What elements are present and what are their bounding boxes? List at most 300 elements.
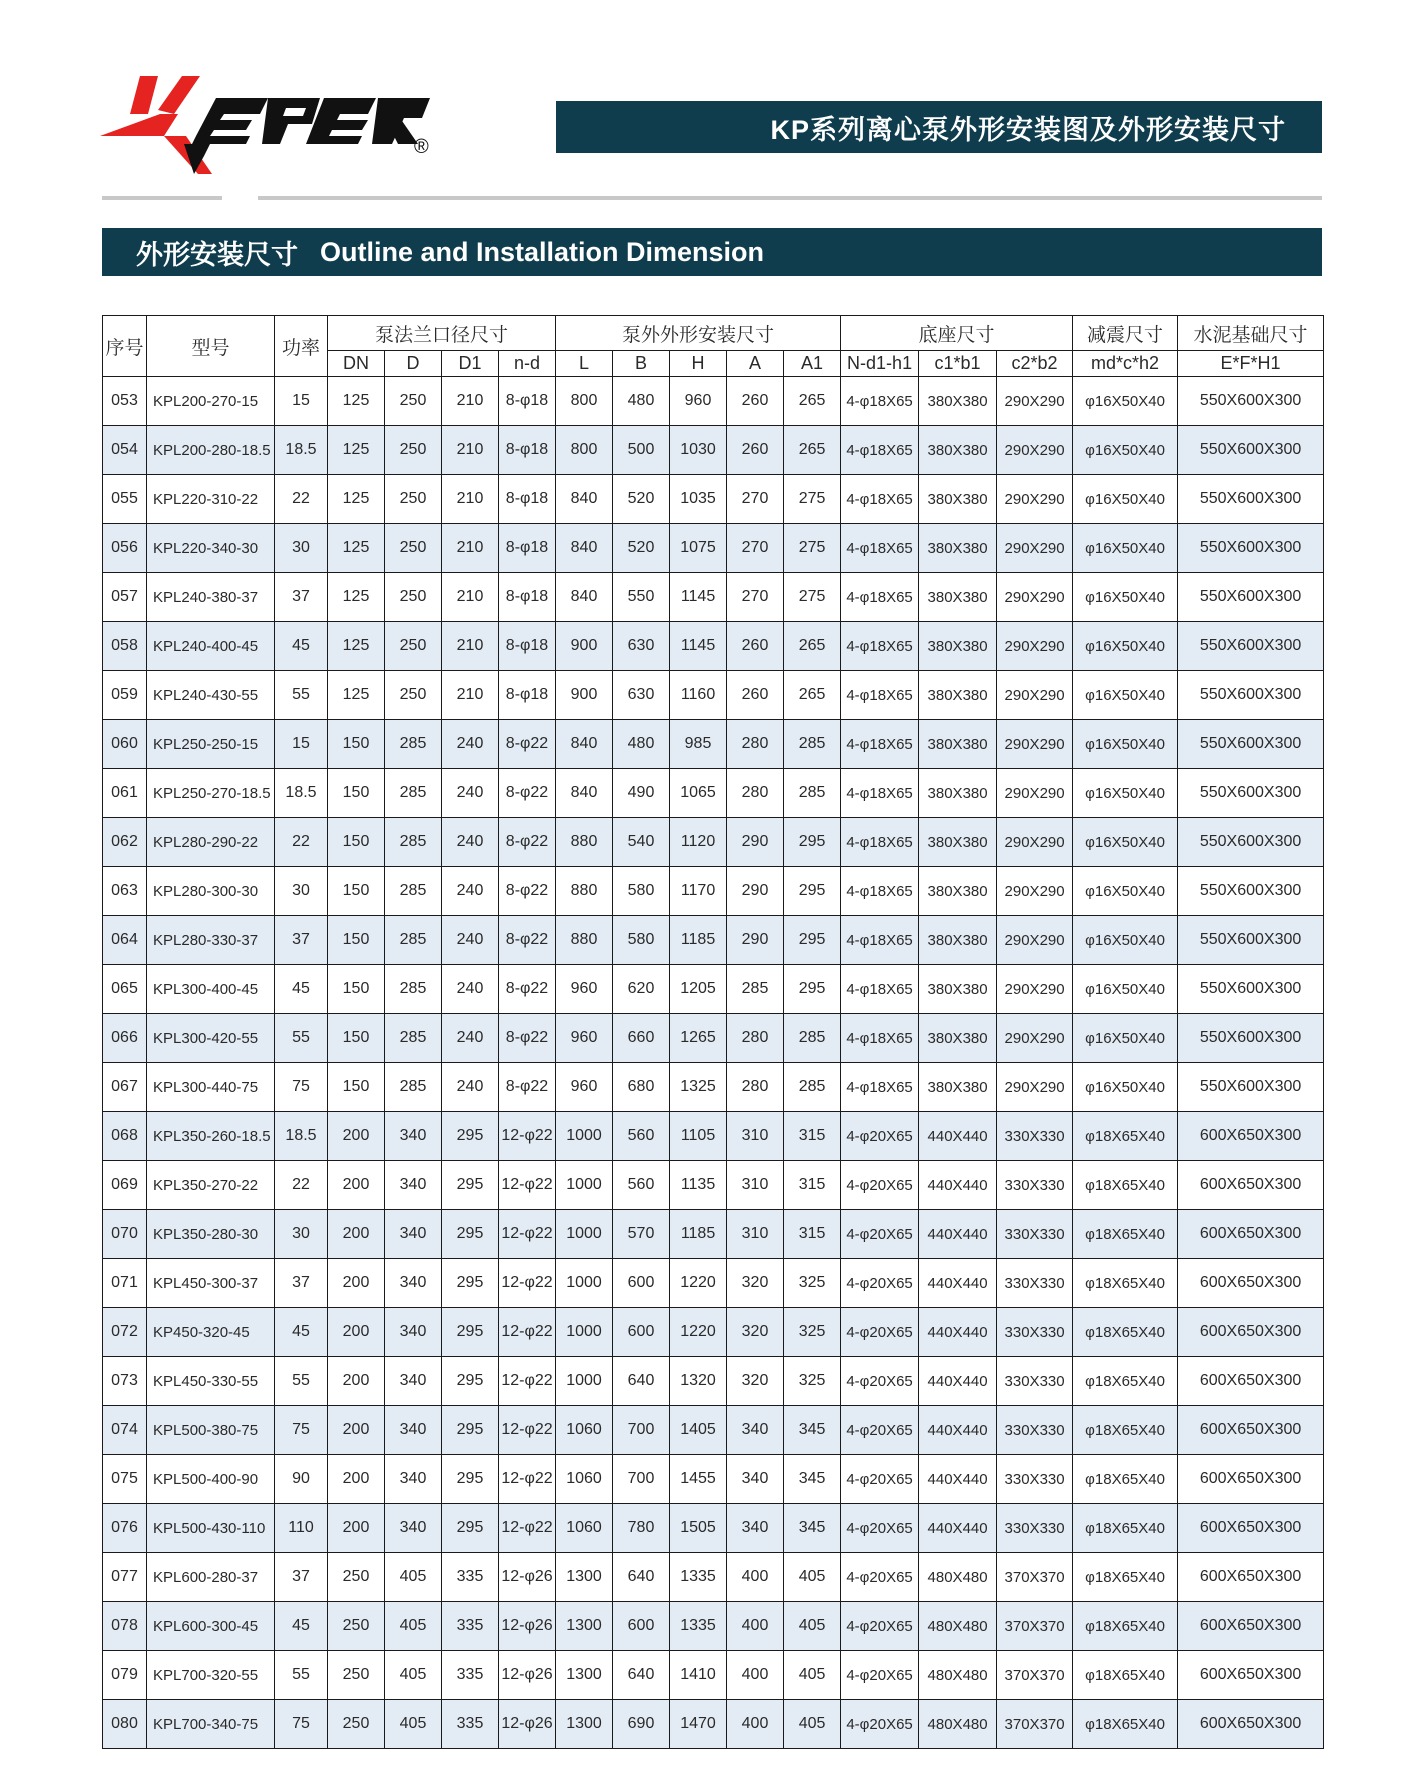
table-cell: 8-φ18	[499, 377, 556, 426]
table-cell: 22	[275, 475, 328, 524]
table-cell: 640	[613, 1651, 670, 1700]
table-cell: 880	[556, 867, 613, 916]
table-cell: 330X330	[997, 1210, 1073, 1259]
table-cell: 295	[784, 916, 841, 965]
table-cell: 295	[442, 1357, 499, 1406]
row-model-cell: KPL240-430-55	[147, 671, 275, 720]
table-cell: 4-φ20X65	[841, 1308, 919, 1357]
table-cell: 550X600X300	[1178, 818, 1324, 867]
table-cell: 400	[727, 1651, 784, 1700]
table-cell: 560	[613, 1161, 670, 1210]
page-title-bar	[556, 101, 1322, 153]
row-model-cell: KPL200-270-15	[147, 377, 275, 426]
row-seq-cell: 060	[103, 720, 147, 769]
row-seq-cell: 080	[103, 1700, 147, 1749]
table-cell: 8-φ22	[499, 1063, 556, 1112]
table-cell: 550X600X300	[1178, 867, 1324, 916]
col-header-c2b2: c2*b2	[997, 351, 1073, 377]
table-cell: 660	[613, 1014, 670, 1063]
table-cell: 12-φ22	[499, 1357, 556, 1406]
table-cell: 12-φ26	[499, 1553, 556, 1602]
table-cell: 1455	[670, 1455, 727, 1504]
table-cell: 550X600X300	[1178, 622, 1324, 671]
section-title-en: Outline and Installation Dimension	[320, 236, 765, 267]
table-cell: 290X290	[997, 769, 1073, 818]
row-model-cell: KPL600-280-37	[147, 1553, 275, 1602]
table-cell: 345	[784, 1504, 841, 1553]
table-cell: 400	[727, 1700, 784, 1749]
table-cell: 200	[328, 1406, 385, 1455]
table-cell: 370X370	[997, 1700, 1073, 1749]
table-cell: 1505	[670, 1504, 727, 1553]
table-cell: 1065	[670, 769, 727, 818]
table-cell: 295	[442, 1161, 499, 1210]
table-cell: 1300	[556, 1700, 613, 1749]
row-model-cell: KPL450-300-37	[147, 1259, 275, 1308]
table-row	[103, 573, 1324, 622]
col-header-dn: DN	[328, 351, 385, 377]
col-header-a: A	[727, 351, 784, 377]
table-cell: 8-φ18	[499, 475, 556, 524]
row-seq-cell: 053	[103, 377, 147, 426]
table-cell: 440X440	[919, 1406, 997, 1455]
table-cell: 250	[385, 622, 442, 671]
table-cell: 1000	[556, 1357, 613, 1406]
table-cell: 335	[442, 1700, 499, 1749]
table-cell: 275	[784, 475, 841, 524]
table-cell: 630	[613, 671, 670, 720]
table-cell: 285	[385, 965, 442, 1014]
table-cell: 1030	[670, 426, 727, 475]
table-cell: 200	[328, 1259, 385, 1308]
table-cell: 340	[727, 1455, 784, 1504]
table-cell: 240	[442, 1014, 499, 1063]
table-cell: 45	[275, 1602, 328, 1651]
table-cell: 985	[670, 720, 727, 769]
table-cell: 285	[385, 818, 442, 867]
table-cell: 295	[784, 965, 841, 1014]
table-cell: 550X600X300	[1178, 426, 1324, 475]
table-cell: 290X290	[997, 671, 1073, 720]
table-cell: φ16X50X40	[1073, 671, 1178, 720]
table-cell: 8-φ18	[499, 524, 556, 573]
table-cell: 90	[275, 1455, 328, 1504]
table-cell: 335	[442, 1553, 499, 1602]
table-cell: 8-φ22	[499, 818, 556, 867]
table-cell: φ18X65X40	[1073, 1406, 1178, 1455]
table-cell: 210	[442, 671, 499, 720]
table-row	[103, 818, 1324, 867]
table-cell: 330X330	[997, 1406, 1073, 1455]
table-cell: 290	[727, 818, 784, 867]
table-cell: 4-φ18X65	[841, 524, 919, 573]
table-cell: 295	[442, 1210, 499, 1259]
table-cell: 480X480	[919, 1602, 997, 1651]
table-cell: 440X440	[919, 1504, 997, 1553]
table-cell: φ18X65X40	[1073, 1504, 1178, 1553]
table-cell: 520	[613, 475, 670, 524]
table-cell: 340	[385, 1504, 442, 1553]
table-cell: 405	[385, 1553, 442, 1602]
table-cell: 4-φ18X65	[841, 965, 919, 1014]
table-cell: 260	[727, 377, 784, 426]
table-body	[103, 377, 1324, 1749]
table-cell: 400	[727, 1602, 784, 1651]
table-cell: 310	[727, 1161, 784, 1210]
table-cell: 260	[727, 671, 784, 720]
row-model-cell: KP450-320-45	[147, 1308, 275, 1357]
table-cell: 210	[442, 573, 499, 622]
dimension-table	[102, 315, 1324, 1749]
row-seq-cell: 066	[103, 1014, 147, 1063]
table-cell: 240	[442, 867, 499, 916]
table-row	[103, 720, 1324, 769]
table-cell: 22	[275, 818, 328, 867]
table-cell: 250	[385, 475, 442, 524]
table-cell: 330X330	[997, 1357, 1073, 1406]
table-cell: 1335	[670, 1602, 727, 1651]
header-divider-short	[102, 196, 222, 200]
row-seq-cell: 055	[103, 475, 147, 524]
table-row	[103, 1651, 1324, 1700]
row-seq-cell: 058	[103, 622, 147, 671]
table-row	[103, 377, 1324, 426]
row-seq-cell: 063	[103, 867, 147, 916]
table-cell: 4-φ20X65	[841, 1504, 919, 1553]
table-cell: 150	[328, 867, 385, 916]
header-divider-long	[258, 196, 1322, 200]
table-cell: 380X380	[919, 1063, 997, 1112]
table-cell: 4-φ18X65	[841, 1063, 919, 1112]
table-cell: 405	[385, 1651, 442, 1700]
table-cell: 600X650X300	[1178, 1112, 1324, 1161]
table-cell: 260	[727, 622, 784, 671]
table-cell: 55	[275, 671, 328, 720]
table-cell: 22	[275, 1161, 328, 1210]
table-cell: 200	[328, 1308, 385, 1357]
table-cell: 1105	[670, 1112, 727, 1161]
table-cell: 125	[328, 475, 385, 524]
table-cell: 370X370	[997, 1651, 1073, 1700]
table-cell: 480X480	[919, 1651, 997, 1700]
row-model-cell: KPL350-270-22	[147, 1161, 275, 1210]
table-cell: 330X330	[997, 1308, 1073, 1357]
table-cell: 8-φ22	[499, 720, 556, 769]
table-cell: 315	[784, 1112, 841, 1161]
table-cell: 1000	[556, 1210, 613, 1259]
table-row	[103, 1014, 1324, 1063]
table-row	[103, 1700, 1324, 1749]
table-cell: 240	[442, 1063, 499, 1112]
table-cell: 4-φ18X65	[841, 867, 919, 916]
table-cell: 380X380	[919, 965, 997, 1014]
table-cell: 4-φ18X65	[841, 671, 919, 720]
row-seq-cell: 056	[103, 524, 147, 573]
table-cell: 55	[275, 1357, 328, 1406]
table-cell: φ16X50X40	[1073, 769, 1178, 818]
table-cell: 290	[727, 867, 784, 916]
table-cell: 30	[275, 1210, 328, 1259]
table-cell: 45	[275, 1308, 328, 1357]
table-cell: 600X650X300	[1178, 1210, 1324, 1259]
table-cell: 4-φ20X65	[841, 1406, 919, 1455]
table-cell: 800	[556, 426, 613, 475]
table-row	[103, 1504, 1324, 1553]
table-cell: 335	[442, 1651, 499, 1700]
table-cell: φ16X50X40	[1073, 867, 1178, 916]
table-row	[103, 1161, 1324, 1210]
table-cell: 4-φ20X65	[841, 1357, 919, 1406]
table-cell: 480X480	[919, 1553, 997, 1602]
table-cell: 580	[613, 916, 670, 965]
table-cell: 295	[784, 867, 841, 916]
row-seq-cell: 065	[103, 965, 147, 1014]
table-row	[103, 1308, 1324, 1357]
registered-mark: ®	[414, 136, 429, 158]
table-cell: 240	[442, 965, 499, 1014]
table-cell: 210	[442, 377, 499, 426]
table-cell: 550X600X300	[1178, 720, 1324, 769]
table-cell: 290X290	[997, 524, 1073, 573]
table-cell: 125	[328, 622, 385, 671]
table-cell: 380X380	[919, 475, 997, 524]
table-cell: φ16X50X40	[1073, 1063, 1178, 1112]
table-cell: 880	[556, 916, 613, 965]
table-cell: 600X650X300	[1178, 1553, 1324, 1602]
col-header-seq: 序号	[103, 316, 147, 377]
table-cell: 75	[275, 1063, 328, 1112]
table-cell: 200	[328, 1210, 385, 1259]
table-cell: 380X380	[919, 867, 997, 916]
table-cell: 285	[784, 720, 841, 769]
table-cell: φ18X65X40	[1073, 1357, 1178, 1406]
table-cell: 310	[727, 1112, 784, 1161]
table-cell: 340	[727, 1406, 784, 1455]
table-cell: φ18X65X40	[1073, 1602, 1178, 1651]
table-cell: 340	[385, 1210, 442, 1259]
row-model-cell: KPL250-270-18.5	[147, 769, 275, 818]
table-cell: 15	[275, 720, 328, 769]
table-cell: 370X370	[997, 1553, 1073, 1602]
table-cell: 1185	[670, 1210, 727, 1259]
row-seq-cell: 076	[103, 1504, 147, 1553]
table-cell: 4-φ20X65	[841, 1651, 919, 1700]
group-header-row	[103, 316, 1324, 351]
table-cell: 1320	[670, 1357, 727, 1406]
brand-logo	[100, 74, 450, 178]
table-cell: 280	[727, 1014, 784, 1063]
table-cell: 380X380	[919, 377, 997, 426]
table-cell: 520	[613, 524, 670, 573]
table-cell: 8-φ18	[499, 573, 556, 622]
table-cell: 700	[613, 1406, 670, 1455]
col-header-md-c-h2: md*c*h2	[1073, 351, 1178, 377]
row-model-cell: KPL500-430-110	[147, 1504, 275, 1553]
row-seq-cell: 078	[103, 1602, 147, 1651]
table-cell: 250	[328, 1651, 385, 1700]
table-cell: 550	[613, 573, 670, 622]
table-cell: 240	[442, 720, 499, 769]
table-cell: 1060	[556, 1455, 613, 1504]
table-cell: 690	[613, 1700, 670, 1749]
table-cell: 600X650X300	[1178, 1357, 1324, 1406]
table-cell: φ16X50X40	[1073, 524, 1178, 573]
table-cell: 380X380	[919, 1014, 997, 1063]
table-cell: 620	[613, 965, 670, 1014]
row-model-cell: KPL220-310-22	[147, 475, 275, 524]
table-cell: 330X330	[997, 1112, 1073, 1161]
table-cell: 8-φ22	[499, 1014, 556, 1063]
table-cell: 12-φ22	[499, 1259, 556, 1308]
table-cell: 125	[328, 573, 385, 622]
table-cell: 290	[727, 916, 784, 965]
table-cell: 1000	[556, 1259, 613, 1308]
table-cell: 1300	[556, 1651, 613, 1700]
table-cell: 1000	[556, 1308, 613, 1357]
table-cell: 405	[784, 1602, 841, 1651]
table-cell: 550X600X300	[1178, 916, 1324, 965]
table-cell: 4-φ18X65	[841, 622, 919, 671]
row-seq-cell: 073	[103, 1357, 147, 1406]
table-cell: 320	[727, 1259, 784, 1308]
table-cell: 285	[385, 769, 442, 818]
table-cell: 320	[727, 1357, 784, 1406]
row-model-cell: KPL240-400-45	[147, 622, 275, 671]
row-seq-cell: 061	[103, 769, 147, 818]
table-cell: 250	[328, 1553, 385, 1602]
table-cell: 250	[328, 1700, 385, 1749]
table-cell: 4-φ18X65	[841, 916, 919, 965]
table-cell: 370X370	[997, 1602, 1073, 1651]
table-cell: 285	[385, 916, 442, 965]
table-cell: 55	[275, 1651, 328, 1700]
table-cell: 440X440	[919, 1259, 997, 1308]
table-cell: 150	[328, 916, 385, 965]
section-title-cn: 外形安装尺寸	[136, 239, 298, 270]
table-cell: 380X380	[919, 916, 997, 965]
table-cell: 480	[613, 720, 670, 769]
table-cell: 345	[784, 1406, 841, 1455]
table-cell: 600	[613, 1602, 670, 1651]
table-cell: 440X440	[919, 1112, 997, 1161]
table-cell: 12-φ22	[499, 1504, 556, 1553]
table-cell: 325	[784, 1308, 841, 1357]
table-cell: 330X330	[997, 1504, 1073, 1553]
table-cell: 780	[613, 1504, 670, 1553]
table-cell: 340	[385, 1112, 442, 1161]
table-cell: 840	[556, 573, 613, 622]
keper-logo-mark	[100, 74, 450, 178]
table-cell: 500	[613, 426, 670, 475]
table-cell: 290X290	[997, 426, 1073, 475]
table-cell: 330X330	[997, 1161, 1073, 1210]
col-header-power: 功率	[275, 316, 328, 377]
table-cell: 125	[328, 671, 385, 720]
row-seq-cell: 057	[103, 573, 147, 622]
table-cell: 335	[442, 1602, 499, 1651]
table-cell: 600X650X300	[1178, 1651, 1324, 1700]
table-cell: 330X330	[997, 1455, 1073, 1504]
table-cell: 440X440	[919, 1161, 997, 1210]
row-model-cell: KPL200-280-18.5	[147, 426, 275, 475]
table-cell: φ18X65X40	[1073, 1455, 1178, 1504]
table-cell: 540	[613, 818, 670, 867]
table-row	[103, 769, 1324, 818]
table-cell: 210	[442, 475, 499, 524]
table-cell: 55	[275, 1014, 328, 1063]
table-cell: 440X440	[919, 1455, 997, 1504]
table-cell: φ18X65X40	[1073, 1308, 1178, 1357]
table-cell: 12-φ22	[499, 1210, 556, 1259]
table-cell: 75	[275, 1700, 328, 1749]
table-cell: 405	[784, 1651, 841, 1700]
table-cell: 340	[385, 1259, 442, 1308]
table-cell: 15	[275, 377, 328, 426]
table-cell: 550X600X300	[1178, 573, 1324, 622]
table-cell: 270	[727, 475, 784, 524]
table-cell: 600X650X300	[1178, 1455, 1324, 1504]
table-cell: 270	[727, 524, 784, 573]
table-cell: 310	[727, 1210, 784, 1259]
table-cell: 340	[385, 1308, 442, 1357]
row-seq-cell: 075	[103, 1455, 147, 1504]
table-cell: 600X650X300	[1178, 1504, 1324, 1553]
table-cell: 18.5	[275, 1112, 328, 1161]
table-row	[103, 671, 1324, 720]
row-model-cell: KPL300-420-55	[147, 1014, 275, 1063]
table-cell: 340	[727, 1504, 784, 1553]
row-model-cell: KPL220-340-30	[147, 524, 275, 573]
row-seq-cell: 054	[103, 426, 147, 475]
table-cell: 325	[784, 1259, 841, 1308]
table-row	[103, 1406, 1324, 1455]
table-row	[103, 622, 1324, 671]
table-cell: 1205	[670, 965, 727, 1014]
table-cell: 580	[613, 867, 670, 916]
table-cell: 680	[613, 1063, 670, 1112]
row-seq-cell: 062	[103, 818, 147, 867]
table-cell: 1075	[670, 524, 727, 573]
table-cell: φ16X50X40	[1073, 573, 1178, 622]
table-cell: 295	[442, 1455, 499, 1504]
table-cell: 440X440	[919, 1308, 997, 1357]
table-cell: 880	[556, 818, 613, 867]
table-cell: 12-φ22	[499, 1308, 556, 1357]
table-cell: 960	[556, 965, 613, 1014]
table-cell: 570	[613, 1210, 670, 1259]
row-model-cell: KPL700-340-75	[147, 1700, 275, 1749]
table-cell: 560	[613, 1112, 670, 1161]
table-cell: 240	[442, 818, 499, 867]
table-cell: 340	[385, 1406, 442, 1455]
col-header-n-d1-h1: N-d1-h1	[841, 351, 919, 377]
table-cell: 12-φ26	[499, 1651, 556, 1700]
col-header-b: B	[613, 351, 670, 377]
page-title: KP系列离心泵外形安装图及外形安装尺寸	[770, 114, 1286, 145]
row-model-cell: KPL350-280-30	[147, 1210, 275, 1259]
row-seq-cell: 068	[103, 1112, 147, 1161]
table-cell: 1145	[670, 622, 727, 671]
table-cell: 600	[613, 1308, 670, 1357]
table-cell: 280	[727, 769, 784, 818]
table-cell: φ16X50X40	[1073, 916, 1178, 965]
table-cell: 400	[727, 1553, 784, 1602]
table-cell: 1000	[556, 1112, 613, 1161]
table-cell: 4-φ20X65	[841, 1602, 919, 1651]
table-cell: 320	[727, 1308, 784, 1357]
col-header-outline: 泵外外形安装尺寸	[556, 316, 841, 351]
row-model-cell: KPL240-380-37	[147, 573, 275, 622]
